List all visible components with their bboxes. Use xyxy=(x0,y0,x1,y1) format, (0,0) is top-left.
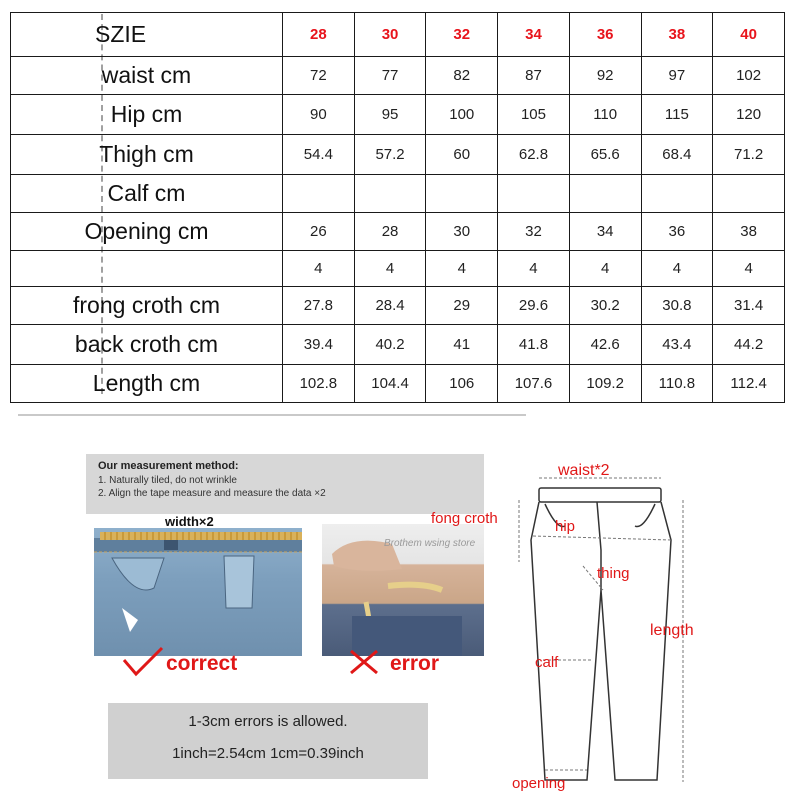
method-title: Our measurement method: xyxy=(98,460,239,472)
size-row xyxy=(11,287,785,325)
measurement-cell: 100 xyxy=(426,95,498,135)
size-28: 28 xyxy=(283,13,355,57)
front-crotch-label: fong croth xyxy=(431,510,498,527)
opening-label: opening xyxy=(512,775,566,792)
measurement-cell: 109.2 xyxy=(569,365,641,403)
measurement-cell: 115 xyxy=(641,95,713,135)
waist-label: waist*2 xyxy=(558,462,610,479)
size-row xyxy=(11,95,785,135)
measurement-cell: 97 xyxy=(641,57,713,95)
correct-label: correct xyxy=(166,652,238,675)
measurement-cell xyxy=(498,175,570,213)
measurement-cell: 32 xyxy=(498,213,570,251)
measurement-cell: 4 xyxy=(569,251,641,287)
size-36: 36 xyxy=(569,13,641,57)
measurement-cell: 42.6 xyxy=(569,325,641,365)
row-label: Hip cm xyxy=(11,95,283,135)
row-label: Calf cm xyxy=(11,175,283,213)
measurement-cell: 95 xyxy=(354,95,426,135)
measurement-cell: 28.4 xyxy=(354,287,426,325)
size-row xyxy=(11,135,785,175)
measurement-cell: 30.8 xyxy=(641,287,713,325)
measurement-cell: 65.6 xyxy=(569,135,641,175)
size-header-label: SZIE xyxy=(11,13,283,57)
width-label: width×2 xyxy=(165,514,214,529)
cross-mark-icon xyxy=(348,648,380,676)
row-label xyxy=(11,251,283,287)
measurement-cell: 57.2 xyxy=(354,135,426,175)
measurement-cell: 68.4 xyxy=(641,135,713,175)
size-chart-table xyxy=(10,12,785,403)
error-tolerance-note: 1-3cm errors is allowed. xyxy=(188,713,348,730)
measurement-cell: 105 xyxy=(498,95,570,135)
measurement-cell: 4 xyxy=(426,251,498,287)
measurement-method-box xyxy=(86,454,484,514)
measurement-cell: 31.4 xyxy=(713,287,785,325)
size-30: 30 xyxy=(354,13,426,57)
measurement-cell xyxy=(283,175,355,213)
calf-label: calf xyxy=(535,654,559,671)
measurement-cell xyxy=(641,175,713,213)
row-label: Length cm xyxy=(11,365,283,403)
measurement-cell: 43.4 xyxy=(641,325,713,365)
measurement-cell: 120 xyxy=(713,95,785,135)
measurement-cell: 106 xyxy=(426,365,498,403)
check-mark-icon xyxy=(120,646,166,678)
measurement-cell xyxy=(713,175,785,213)
measurement-cell: 77 xyxy=(354,57,426,95)
size-row xyxy=(11,251,785,287)
measurement-cell: 26 xyxy=(283,213,355,251)
size-row xyxy=(11,365,785,403)
measurement-cell: 29 xyxy=(426,287,498,325)
size-34: 34 xyxy=(498,13,570,57)
measurement-cell: 110 xyxy=(569,95,641,135)
measurement-cell: 82 xyxy=(426,57,498,95)
measurement-cell: 4 xyxy=(283,251,355,287)
measurement-cell: 71.2 xyxy=(713,135,785,175)
measurement-cell: 4 xyxy=(498,251,570,287)
measurement-cell: 102.8 xyxy=(283,365,355,403)
measurement-cell: 40.2 xyxy=(354,325,426,365)
tape-measure xyxy=(100,532,302,540)
measurement-cell: 107.6 xyxy=(498,365,570,403)
measurement-cell: 34 xyxy=(569,213,641,251)
error-label: error xyxy=(390,652,440,675)
measurement-cell: 39.4 xyxy=(283,325,355,365)
row-label: back croth cm xyxy=(11,325,283,365)
size-38: 38 xyxy=(641,13,713,57)
measurement-cell xyxy=(569,175,641,213)
jeans-flat-photo xyxy=(94,528,302,656)
divider-line xyxy=(18,414,526,416)
measurement-cell: 92 xyxy=(569,57,641,95)
measurement-cell: 102 xyxy=(713,57,785,95)
row-label: Opening cm xyxy=(11,213,283,251)
unit-conversion-note: 1inch=2.54cm 1cm=0.39inch xyxy=(172,745,364,762)
measurement-cell: 36 xyxy=(641,213,713,251)
size-header-row xyxy=(11,13,785,57)
size-40: 40 xyxy=(713,13,785,57)
tolerance-note-box xyxy=(108,703,428,779)
measurement-cell: 30.2 xyxy=(569,287,641,325)
row-label: Thigh cm xyxy=(11,135,283,175)
row-label: frong croth cm xyxy=(11,287,283,325)
hip-label: hip xyxy=(555,518,576,535)
measurement-cell xyxy=(354,175,426,213)
method-step-2: 2. Align the tape measure and measure the data ×2 xyxy=(98,488,326,499)
measurement-cell: 41 xyxy=(426,325,498,365)
measurement-cell: 41.8 xyxy=(498,325,570,365)
length-label: length xyxy=(650,622,694,639)
measurement-cell: 27.8 xyxy=(283,287,355,325)
measurement-cell: 72 xyxy=(283,57,355,95)
measurement-cell: 110.8 xyxy=(641,365,713,403)
measurement-cell: 90 xyxy=(283,95,355,135)
size-row xyxy=(11,325,785,365)
size-row xyxy=(11,57,785,95)
measurement-cell: 4 xyxy=(713,251,785,287)
measurement-cell: 29.6 xyxy=(498,287,570,325)
row-label: waist cm xyxy=(11,57,283,95)
measurement-cell: 38 xyxy=(713,213,785,251)
watermark-text: Brothem wsing store xyxy=(384,538,476,549)
measurement-cell: 62.8 xyxy=(498,135,570,175)
measurement-cell: 60 xyxy=(426,135,498,175)
measurement-cell: 44.2 xyxy=(713,325,785,365)
method-step-1: 1. Naturally tiled, do not wrinkle xyxy=(98,475,237,486)
measurement-cell: 54.4 xyxy=(283,135,355,175)
size-row xyxy=(11,213,785,251)
thigh-label: thing xyxy=(597,565,630,582)
measurement-cell xyxy=(426,175,498,213)
measurement-cell: 4 xyxy=(354,251,426,287)
size-row xyxy=(11,175,785,213)
measurement-cell: 104.4 xyxy=(354,365,426,403)
measurement-cell: 28 xyxy=(354,213,426,251)
measurement-cell: 30 xyxy=(426,213,498,251)
size-32: 32 xyxy=(426,13,498,57)
measurement-cell: 87 xyxy=(498,57,570,95)
measurement-cell: 112.4 xyxy=(713,365,785,403)
measurement-cell: 4 xyxy=(641,251,713,287)
jeans-illustration xyxy=(94,528,302,656)
